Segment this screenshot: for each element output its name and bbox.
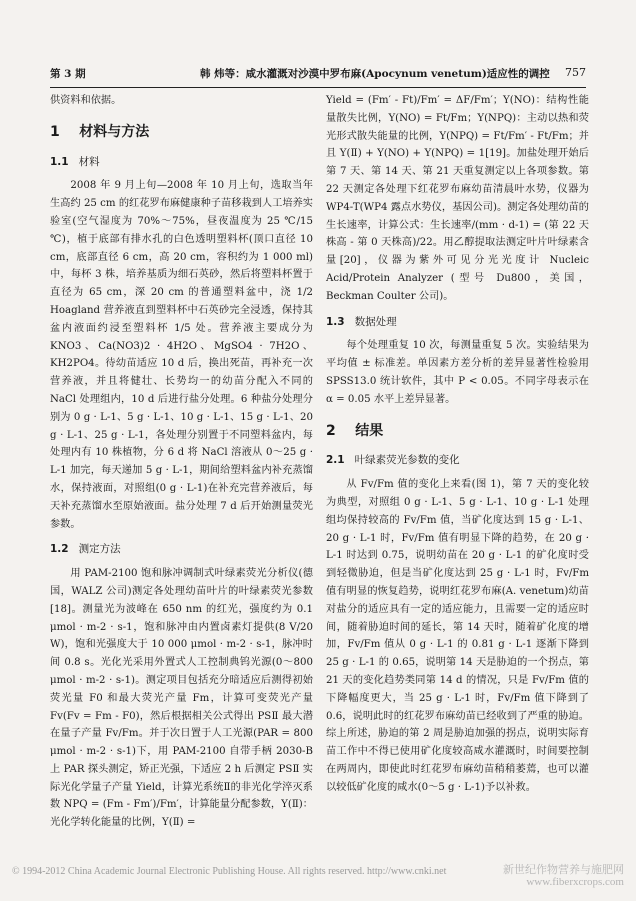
subsection-number: 1.3 [326,315,345,328]
section-heading-2 [326,423,589,441]
subsection-number: 2.1 [326,454,345,467]
subsection-title: 测定方法 [78,543,121,556]
right-column [326,92,589,796]
section-title: 材料与方法 [79,123,150,140]
running-header [50,66,586,84]
section-number: 2 [326,422,336,439]
subsection-number: 1.2 [50,543,69,556]
page-number: 757 [565,66,586,79]
data-processing-paragraph: 每个处理重复 10 次，每测量重复 5 次。实验结果为平均值 ± 标准差。单因素方差分析的差异显著性检验用 SPSS13.0 统计软件，其中 P < 0.05。不同字母表示在 α = 0.05 水平上差异显著。 [326,340,589,405]
subsection-heading-1-2 [50,541,313,559]
section-heading-1 [50,124,313,142]
header-rule [50,87,586,88]
running-title: 韩 炜等：咸水灌溉对沙漠中罗布麻(Apocynum venetum)适应性的调控 [200,68,550,80]
copyright-line: © 1994-2012 China Academic Journal Electronic Publishing House. All rights reserved. http://www.cnki.net [12,866,447,877]
intro-fragment: 供资料和依据。 [50,95,122,106]
subsection-heading-2-1 [326,452,589,470]
materials-paragraph: 2008 年 9 月上旬—2008 年 10 月上旬，选取当年生高约 25 cm 的红花罗布麻健康种子苗移栽到人工培养实验室(空气湿度为 70%～75%，昼夜温度为 25 ℃/15 ℃)，植于底部有排水孔的白色透明塑料杯(顶口直径 10 cm，底部直径 6 cm，高 20 cm，容积约为 1 000 ml)中，每杯 3 株，培养基质为细石英砂，然后将塑料杯置于直径为 65 cm，深 20 cm 的普通塑料盆中，浇 1/2 Hoagland 营养液直到塑料杯中石英砂完全浸透，保持其盆内液面约浸至塑料杯 1/5 处。营养液主要成分为 KNO3、Ca(NO3)2 · 4H2O、MgSO4 · 7H2O、KH2PO4。待幼苗适应 10 d 后，换出死苗，再补充一次营养液，并且将健壮、长势均一的幼苗分配入不同的 NaCl 处理组内，10 d 后进行盐分处理。6 种盐分处理分别为 0 g · L-1、5 g · L-1、10 g · L-1、15 g · L-1、20 g · L-1、25 g · L-1，各处理分别置于不同塑料盆内，每处理内有 10 株植物，分 6 d 将 NaCl 溶液从 0～25 g · L-1 加完，每天递加 5 g · L-1，期间给塑料盆内补充蒸馏水，保持液面，对照组(0 g · L-1)在补充完营养液后，每天补充蒸馏水至原始液面。盐分处理 7 d 后开始测量荧光参数。 [50,180,313,530]
subsection-title: 材料 [78,155,100,168]
methods-continued-paragraph: Yield = (Fm′ - Ft)/Fm′ = ΔF/Fm′；Y(NO)：结构性能量散失比例，Y(NO) = Ft/Fm；Y(NPQ)：主动以热和荧光形式散失能量的比例，Y(NPQ) = Ft/Fm′ - Ft/Fm；并且 Y(Ⅱ) + Y(NO) + Y(NPQ) = 1[19]。加盐处理开始后第 7 天、第 14 天、第 21 天重复测定以上各项参数。第 22 天测定各处理下红花罗布麻幼苗清晨叶水势，仪器为 WP4-T(WP4 露点水势仪，基因公司)。测定各处理幼苗的生长速率，计算公式：生长速率/(mm · d-1) = (第 22 天株高 - 第 0 天株高)/22。用乙醇提取法测定叶片叶绿素含量[20]，仪器为紫外可见分光光度计 Nucleic Acid/Protein Analyzer (型号 Du800，美国，Beckman Coulter 公司)。 [326,95,589,302]
subsection-number: 1.1 [50,155,69,168]
subsection-title: 叶绿素荧光参数的变化 [354,454,460,467]
methods-paragraph: 用 PAM-2100 饱和脉冲调制式叶绿素荧光分析仪(德国，WALZ 公司)测定各处理幼苗叶片的叶绿素荧光参数[18]。测量光为波峰在 650 nm 的红光，强度约为 0.1 μmol · m-2 · s-1，饱和脉冲由内置卤素灯提供(8 V/20 W)，饱和光强度大于 10 000 μmol · m-2 · s-1，脉冲时间 0.8 s。光化光采用外置式人工控制典钨光源(0～800 μmol · m-2 · s-1)。测定项目包括充分暗适应后测得初始荧光量 F0 和最大荧光产量 Fm，计算可变荧光产量 Fv(Fv = Fm - F0)，然后根据相关公式得出 PSⅡ 最大潜在量子产量 Fv/Fm。并于次日置于人工光源(PAR = 800 μmol · m-2 · s-1)下，用 PAM-2100 自带手柄 2030-B 上 PAR 探头测定，矫正光强，下适应 2 h 后测定 PSⅡ 实际光化学量子产量 Yield，计算光系统Ⅱ的非光化学淬灭系数 NPQ = (Fm - Fm′)/Fm′，计算能量分配参数，Y(Ⅱ)：光化学转化能量的比例，Y(Ⅱ) = [50,568,313,829]
section-title: 结果 [355,422,384,439]
left-column [50,92,313,832]
subsection-heading-1-1 [50,154,313,172]
watermark [503,864,624,888]
issue-number: 第 3 期 [50,68,86,80]
watermark-line-1: 新世纪作物营养与施肥网 [503,864,624,876]
subsection-title: 数据处理 [354,315,397,328]
footer [12,864,624,888]
section-number: 1 [50,123,60,140]
subsection-heading-1-3 [326,314,589,332]
watermark-line-2: www.fiberxcrops.com [526,876,624,888]
results-paragraph: 从 Fv/Fm 值的变化上来看(图 1)，第 7 天的变化较为典型，对照组 0 g · L-1、5 g · L-1、10 g · L-1 处理组均保持较高的 Fv/Fm 值，当矿化度达到 15 g · L-1、20 g · L-1 时，Fv/Fm 值有明显下降的趋势，在 20 g · L-1 时达到 0.75，说明幼苗在 20 g · L-1 的矿化度时受到轻微胁迫，但是当矿化度达到 25 g · L-1 时，Fv/Fm 值有明显的恢复趋势，说明红花罗布麻(A. venetum)幼苗对盐分的适应具有一定的适应能力，且需要一定的适应时间，随着胁迫时间的延长，第 14 天时，随着矿化度的增加，Fv/Fm 值从 0 g · L-1 的 0.81 g · L-1 逐渐下降到 25 g · L-1 的 0.65，说明第 14 天是胁迫的一个拐点，第 21 天的变化趋势类同第 14 d 的情况，只是 Fv/Fm 值的下降幅度更大，当 25 g · L-1 时，Fv/Fm 值下降到了 0.6，说明此时的红花罗布麻幼苗已经收到了严重的胁迫。综上所述，胁迫的第 2 周是胁迫加强的拐点，说明实际育苗工作中不得已使用矿化度较高咸水灌溉时，时间要控制在两周内，即使此时红花罗布麻幼苗稍稍萎蔫，也可以灌以较低矿化度的咸水(0～5 g · L-1)予以补救。 [326,479,589,793]
